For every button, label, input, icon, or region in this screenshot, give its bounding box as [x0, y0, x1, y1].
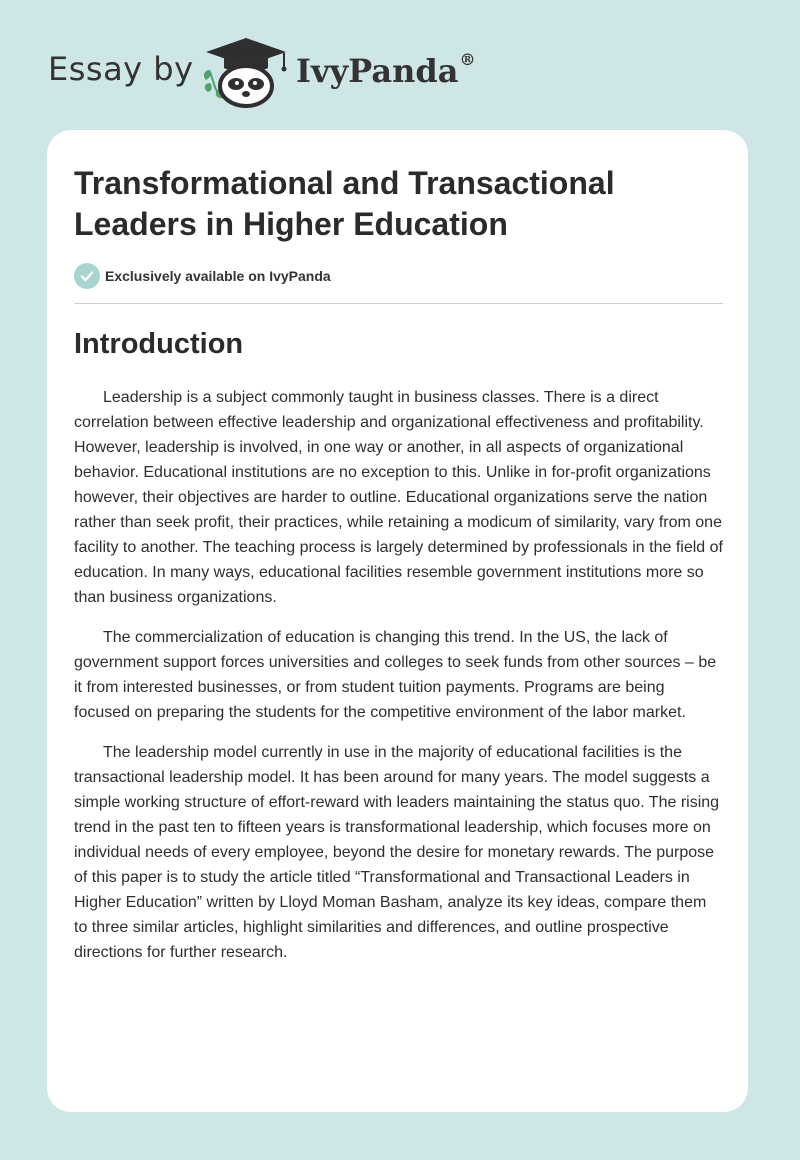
trademark-symbol: ®	[459, 50, 476, 69]
brand-name[interactable]	[296, 52, 475, 90]
badge-label: Exclusively available on IvyPanda	[105, 268, 331, 284]
paragraph: The commercialization of education is changing this trend. In the US, the lack of government support forces universities and colleges to seek funds from other sources – be it from interested businesses, or from student tuition payments. Programs are being focused on preparing the students for the competitive environment of the labor market.	[74, 629, 717, 721]
title-divider	[74, 303, 723, 304]
site-header	[0, 0, 800, 130]
essay-card	[47, 130, 748, 1112]
brand-text: IvyPanda	[296, 52, 459, 90]
exclusive-badge	[74, 263, 331, 289]
section-heading-introduction: Introduction	[74, 328, 244, 360]
paragraph: Leadership is a subject commonly taught in business classes. There is a direct correlation between effective leadership and organizational effectiveness and profitability. However, leadership is involved, in one way or another, in all aspects of organizational behavior. Educational institutions are no exception to this. Unlike in for-profit organizations however, their objectives are harder to outline. Educational organizations serve the nation rather than seek profit, their practices, while retaining a modicum of similarity, vary from one facility to another. The teaching process is largely determined by professionals in the field of education. In many ways, educational facilities resemble government institutions more so than business organizations.	[74, 389, 723, 606]
paragraph: The leadership model currently in use in the majority of educational facilities is the transactional leadership model. It has been around for many years. The model suggests a simple working structure of effort-reward with leaders maintaining the status quo. The rising trend in the past ten to fifteen years is transformational leadership, which focuses more on individual needs of every employee, beyond the desire for monetary rewards. The purpose of this paper is to study the article titled “Transformational and Transactional Leaders in Higher Education” written by Lloyd Moman Basham, analyze its key ideas, compare them to three similar articles, highlight similarities and differences, and outline prospective directions for further research.	[74, 744, 720, 961]
panda-graduation-cap-icon[interactable]	[200, 36, 292, 108]
essay-by-label: Essay by	[48, 50, 194, 88]
essay-title: Transformational and Transactional Leaders in Higher Education	[74, 165, 615, 242]
essay-body	[74, 385, 724, 980]
checkmark-icon	[74, 263, 100, 289]
